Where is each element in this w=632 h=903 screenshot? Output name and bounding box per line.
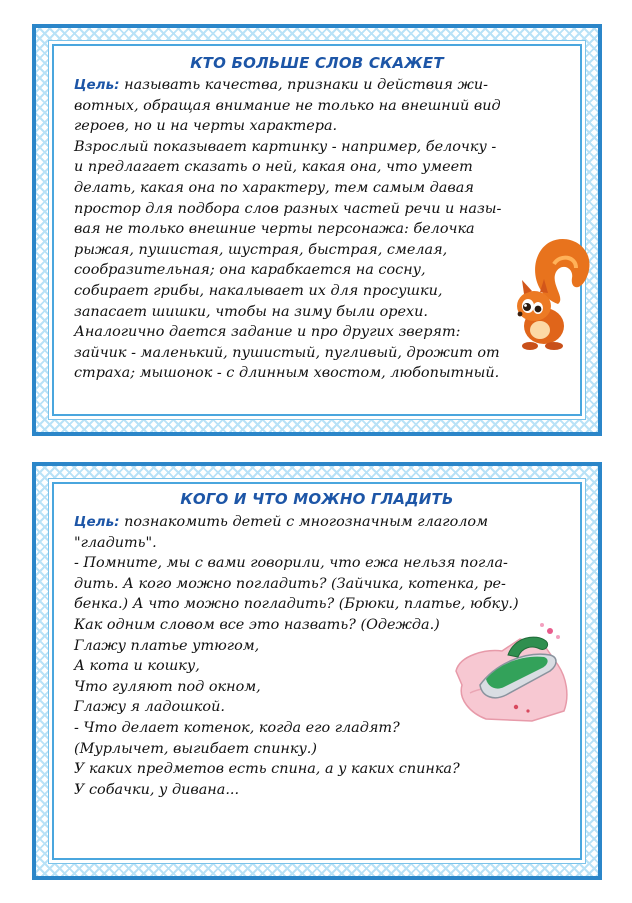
game-card-2	[32, 462, 602, 880]
text-line: собирает грибы, накалывает их для просушки,	[74, 282, 443, 299]
text-line: - Помните, мы с вами говорили, что ежа нельзя погла-	[74, 555, 508, 572]
text-line: бенка.) А что можно погладить? (Брюки, платье, юбку.)	[74, 596, 519, 613]
text-line: - Что делает котенок, когда его гладят?	[74, 719, 400, 736]
card-2-title: КОГО И ЧТО МОЖНО ГЛАДИТЬ	[180, 490, 454, 508]
text-line: простор для подбора слов разных частей речи и назы-	[74, 200, 502, 217]
text-line: вотных, обращая внимание не только на внешний вид	[74, 97, 501, 114]
text-line: запасает шишки, чтобы на зиму были орехи.	[74, 303, 428, 320]
text-line: Глажу я ладошкой.	[74, 699, 225, 716]
text-line: У каких предметов есть спина, а у каких спинка?	[74, 761, 460, 778]
text-line: Как одним словом все это назвать? (Одежда.)	[74, 616, 440, 633]
text-line: (Мурлычет, выгибает спинку.)	[74, 740, 317, 757]
goal-text: называть качества, признаки и действия жи-	[124, 77, 488, 93]
goal-label: Цель:	[74, 77, 120, 93]
text-line: сообразительная; она карабкается на сосну,	[74, 262, 426, 279]
text-line: У собачки, у дивана...	[74, 781, 240, 798]
text-line: и предлагает сказать о ней, какая она, что умеет	[74, 159, 473, 176]
text-line: рыжая, пушистая, шустрая, быстрая, смелая,	[74, 241, 448, 258]
game-card-1	[32, 24, 602, 436]
card-2-goal-line	[74, 512, 568, 533]
goal-text: познакомить детей с многозначным глаголом	[124, 514, 489, 530]
text-line: героев, но и на черты характера.	[74, 118, 338, 135]
text-line: Взрослый показывает картинку - например, белочку -	[74, 138, 497, 155]
text-line: Аналогично дается задание и про других зверят:	[74, 324, 461, 341]
card-1-title: КТО БОЛЬШЕ СЛОВ СКАЖЕТ	[190, 54, 444, 72]
text-line: страха; мышонок - с длинным хвостом, любопытный.	[74, 365, 500, 382]
text-line: дить. А кого можно погладить? (Зайчика, котенка, ре-	[74, 575, 506, 592]
text-line: вая не только внешние черты персонажа: белочка	[74, 221, 475, 238]
card-1-text	[74, 75, 568, 384]
text-line: делать, какая она по характеру, тем самым давая	[74, 179, 474, 196]
text-line: "гладить".	[74, 534, 157, 551]
card-1-content	[52, 44, 582, 416]
squirrel-icon	[510, 234, 608, 358]
card-1-goal-line	[74, 75, 568, 96]
text-line: Глажу платье утюгом,	[74, 637, 260, 654]
text-line: зайчик - маленький, пушистый, пугливый, дрожит от	[74, 344, 500, 361]
text-line: А кота и кошку,	[74, 658, 200, 675]
goal-label: Цель:	[74, 514, 120, 530]
text-line: Что гуляют под окном,	[74, 678, 261, 695]
iron-icon	[446, 615, 574, 725]
